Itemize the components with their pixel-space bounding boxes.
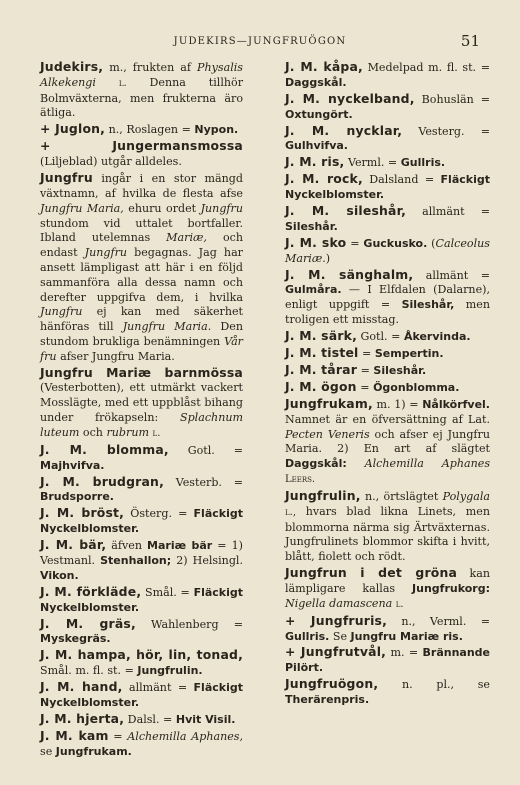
entry-text: Nypon. (194, 123, 239, 137)
dictionary-entry (285, 645, 490, 676)
entry-text: Smål. m. fl. st. = (40, 664, 138, 678)
entry-headword: Jungfru Mariæ barnmössa (40, 364, 243, 380)
entry-text: Daggskål. (285, 75, 347, 89)
entry-text: Vesterb. = (163, 475, 243, 489)
entry-headword: J. M. tårar (285, 362, 358, 378)
entry-text: ingår i en stor mängd växtnamn, af hvilka de flesta afse (40, 172, 243, 200)
entry-headword: J. M. sänghalm, (285, 266, 414, 282)
dictionary-entry (40, 139, 243, 170)
entry-text: Brännande Pilört. (285, 646, 490, 675)
dictionary-entry (285, 124, 490, 155)
entry-headword: J. M. sko (285, 234, 347, 250)
entry-text: (Liljeblad) utgår alldeles. (40, 155, 182, 169)
entry-text: Ögonblomma. (373, 381, 460, 394)
entry-headword: J. M. blomma, (40, 441, 169, 457)
entry-text: Gullris. (285, 629, 330, 643)
entry-text: Sileshår. (285, 219, 338, 233)
dictionary-entry (285, 380, 490, 396)
entry-text: Gotl. = (356, 330, 404, 344)
entry-text: Splachnum luteum (40, 411, 243, 439)
entry-text (347, 457, 365, 470)
entry-text: Jungfrulin. (137, 664, 203, 678)
entry-text: afser Jungfru Maria. (56, 349, 175, 363)
entry-headword: Jungfrun i det gröna (285, 565, 458, 581)
entry-text: Nålkörfvel. (422, 397, 490, 411)
entry-text: Jungfrukorg: (412, 581, 490, 595)
entry-text: och (79, 425, 107, 439)
entry-headword: + Jungfrutvål, (285, 644, 387, 660)
dictionary-entry (40, 506, 243, 537)
entry-text: l. (118, 77, 127, 89)
entry-text: allmänt = (406, 205, 491, 219)
entry-text: stundom vid uttalet bortfaller. Ibland utelemnas (40, 216, 243, 245)
dictionary-entry (40, 443, 243, 474)
entry-text: Bohuslän = (414, 92, 490, 106)
entry-text: Myskegräs. (40, 632, 111, 646)
entry-headword: + Jungfruris, (285, 612, 387, 628)
entry-text: Åkervinda. (403, 330, 471, 344)
dictionary-entry (285, 60, 490, 91)
entry-headword: J. M. sileshår, (285, 203, 407, 219)
entry-text: Den stundom brukliga benämningen (40, 320, 243, 348)
entry-text: Guckusko. (363, 236, 428, 250)
entry-text: Vikon. (40, 568, 79, 582)
entry-text: Fläckigt Nyckelblomster. (40, 681, 243, 709)
entry-text: rubrum (106, 425, 150, 439)
entry-headword: Jungfrukam, (285, 395, 373, 411)
dictionary-entry (285, 236, 490, 267)
entry-headword: Judekirs, (40, 59, 104, 74)
entry-text: Majhvifva. (40, 458, 105, 472)
dictionary-entry (40, 171, 243, 364)
entry-text: n., Verml. = (387, 614, 490, 628)
entry-text: ( (427, 236, 436, 250)
entry-text: = (108, 729, 128, 743)
entry-text: = (357, 364, 374, 378)
entry-text: 2) Helsingl. (171, 554, 243, 567)
dictionary-entry (285, 155, 490, 171)
right-column (285, 60, 490, 709)
entry-text: Physalis Alkekengi (40, 61, 243, 89)
entry-text: Namnet är en öfversättning af Lat. (285, 412, 490, 426)
entry-text: begagnas. Jag har ansett lämpligast att här i en följd sammanföra alla dessa namn och derefter uppgifva dem, i hvilka (40, 246, 243, 304)
entry-text: n., örtslägtet (360, 489, 443, 503)
entry-text: Jungfru (200, 201, 243, 215)
entry-text: Oxtungört. (285, 107, 353, 121)
entry-headword: J. M. nycklar, (285, 122, 403, 138)
entry-text: Nigella damascena (285, 596, 393, 610)
dictionary-entry (40, 60, 243, 121)
dictionary-entry (285, 614, 490, 645)
entry-text: Polygala (442, 489, 490, 503)
entry-headword: J. M. rock, (285, 171, 363, 187)
entry-text: Alchemilla Aphanes, (127, 729, 244, 743)
entry-text: Denna tillhör Bolmväxterna, men frukterna äro ätliga. (40, 75, 243, 120)
entry-text: Dalsl. = (124, 712, 176, 726)
entry-text: ehuru ordet (123, 201, 201, 215)
dictionary-entry (285, 92, 490, 123)
dictionary-entry (40, 585, 243, 616)
dictionary-entry (40, 475, 243, 506)
entry-text: Österg. = (124, 507, 194, 521)
entry-headword: J. M. hjerta, (40, 710, 125, 726)
entry-text: äfven (106, 539, 148, 553)
entry-headword: J. M. hand, (40, 679, 123, 695)
dictionary-entry (285, 268, 490, 328)
entry-text: Brudsporre. (40, 490, 114, 504)
entry-headword: Jungfruögon, (285, 676, 379, 692)
entry-text: m., frukten af (103, 61, 198, 74)
entry-text: ) (325, 251, 331, 265)
entry-text: och endast (40, 231, 243, 260)
entry-text: Se (329, 629, 351, 643)
dictionary-entry (285, 172, 490, 203)
entry-text: Mariæ bär (147, 539, 213, 553)
entry-text: Jungfru (84, 246, 128, 260)
dictionary-entry (40, 729, 243, 760)
entry-text: Verml. = (344, 156, 401, 170)
entry-text: m. = (386, 646, 423, 660)
dictionary-entry (40, 538, 243, 583)
entry-text: kan lämpligare kallas (285, 567, 490, 595)
dictionary-entry (285, 204, 490, 235)
entry-text: Fläckigt Nyckelblomster. (40, 507, 243, 536)
entry-headword: J. M. nyckelband, (285, 90, 415, 106)
entry-text: Jungfru Mariæ ris. (350, 629, 463, 643)
entry-headword: J. M. kam (40, 727, 109, 743)
entry-text: Leers. (285, 473, 316, 485)
entry-headword: J. M. bröst, (40, 505, 125, 521)
entry-headword: J. M. tistel (285, 345, 359, 361)
entry-text: Jungfru (40, 305, 83, 319)
entry-headword: J. M. ögon (285, 379, 357, 394)
dictionary-entry (40, 712, 243, 728)
entry-text: l., (285, 506, 297, 518)
dictionary-entry (285, 329, 490, 345)
dictionary-entry (285, 489, 490, 565)
entry-text: Gulmåra. (285, 283, 342, 297)
entry-text: Calceolus Mariæ. (285, 236, 490, 265)
entry-text: Fläckigt Nyckelblomster. (285, 173, 490, 202)
entry-text: Sileshår, (401, 298, 455, 312)
entry-text: Sileshår. (373, 364, 427, 378)
entry-text: Jungfrukam. (55, 744, 132, 758)
entry-text: Jungfru Maria. (122, 320, 212, 334)
entry-text: Alchemilla Aphanes (364, 457, 491, 471)
entry-text: Hvit Visil. (175, 712, 236, 726)
entry-text: Pecten Veneris (285, 427, 370, 441)
entry-text: = (358, 347, 375, 361)
entry-text: Vesterg. = (402, 124, 490, 138)
entry-text: men troligen ett misstag. (285, 298, 490, 327)
entry-headword: J. M. gräs, (40, 615, 136, 631)
entry-text: Mariæ, (166, 231, 207, 245)
entry-headword: J. M. hampa, hör, lin, tonad, (40, 647, 243, 663)
entry-text: Wahlenberg = (135, 617, 244, 631)
entry-text: l. (395, 598, 404, 610)
entry-headword: J. M. särk, (285, 328, 357, 344)
entry-text: Fläckigt Nyckelblomster. (40, 585, 244, 614)
entry-text: = (356, 381, 374, 394)
dictionary-entry (40, 680, 243, 711)
entry-text: Gotl. = (168, 443, 243, 457)
dictionary-entry (40, 648, 243, 679)
entry-text: Gulhvifva. (285, 139, 348, 153)
entry-headword: J. M. brudgran, (40, 473, 164, 489)
entry-text: — I Elfdalen (Dalarne), enligt uppgift = (285, 283, 490, 312)
dictionary-entry (285, 566, 490, 612)
entry-text: se (40, 744, 56, 758)
entry-headword: Jungfru (40, 170, 93, 186)
entry-headword: + Jungermansmossa (40, 138, 243, 154)
entry-headword: J. M. bär, (40, 537, 107, 553)
entry-text: Jungfru Maria, (40, 201, 124, 215)
entry-text: och afser ej Jungfru Maria. 2) En art af slägtet (285, 427, 490, 456)
entry-text: Sempertin. (374, 347, 444, 361)
dictionary-entry (40, 122, 243, 138)
entry-text: l. (152, 427, 161, 439)
entry-headword: + Juglon, (40, 121, 106, 137)
entry-text: Smål. = (141, 585, 194, 599)
page-number: 51 (460, 32, 480, 50)
entry-text: Dalsland = (362, 173, 441, 187)
dictionary-entry (285, 363, 490, 379)
entry-text: n. pl., se (378, 678, 490, 692)
left-column (40, 60, 243, 761)
entry-text: allmänt = (413, 268, 490, 282)
entry-text: allmänt = (122, 681, 194, 695)
entry-text: Therärenpris. (285, 693, 370, 707)
entry-text: Stenhallon; (100, 554, 172, 567)
entry-text: m. 1) = (372, 397, 423, 411)
entry-text: (Vesterbotten), ett utmärkt vackert Mosslägte, med ett uppblåst bihang under frökapseln: (40, 381, 243, 425)
entry-text: Gullris. (400, 156, 446, 170)
dictionary-entry (40, 617, 243, 648)
entry-text: Medelpad m. fl. st. = (362, 61, 490, 74)
page-header (40, 32, 480, 52)
entry-text: Daggskål: (285, 457, 347, 471)
entry-text: = 1) Vestmanl. (40, 539, 243, 567)
running-title: JUDEKIRS—JUNGFRUÖGON (173, 36, 347, 47)
dictionary-entry (285, 397, 490, 488)
entry-headword: J. M. förkläde, (40, 583, 142, 599)
entry-text: hvars blad likna Linets, men blommorna närma sig Ärtväxternas. Jungfrulinets blommor skifta i hvitt, blått, fiolett och rödt. (285, 504, 490, 564)
dictionary-entry (40, 366, 243, 442)
entry-headword: Jungfrulin, (285, 487, 361, 503)
entry-headword: J. M. ris, (285, 154, 345, 170)
dictionary-entry (285, 677, 490, 708)
entry-headword: J. M. kåpa, (285, 59, 363, 74)
entry-text (96, 76, 119, 89)
entry-text: = (346, 236, 364, 250)
entry-text: ej kan med säkerhet hänföras till (40, 305, 243, 334)
entry-text: Vår fru (40, 334, 243, 363)
dictionary-entry (285, 346, 490, 362)
entry-text: n., Roslagen = (105, 123, 195, 137)
